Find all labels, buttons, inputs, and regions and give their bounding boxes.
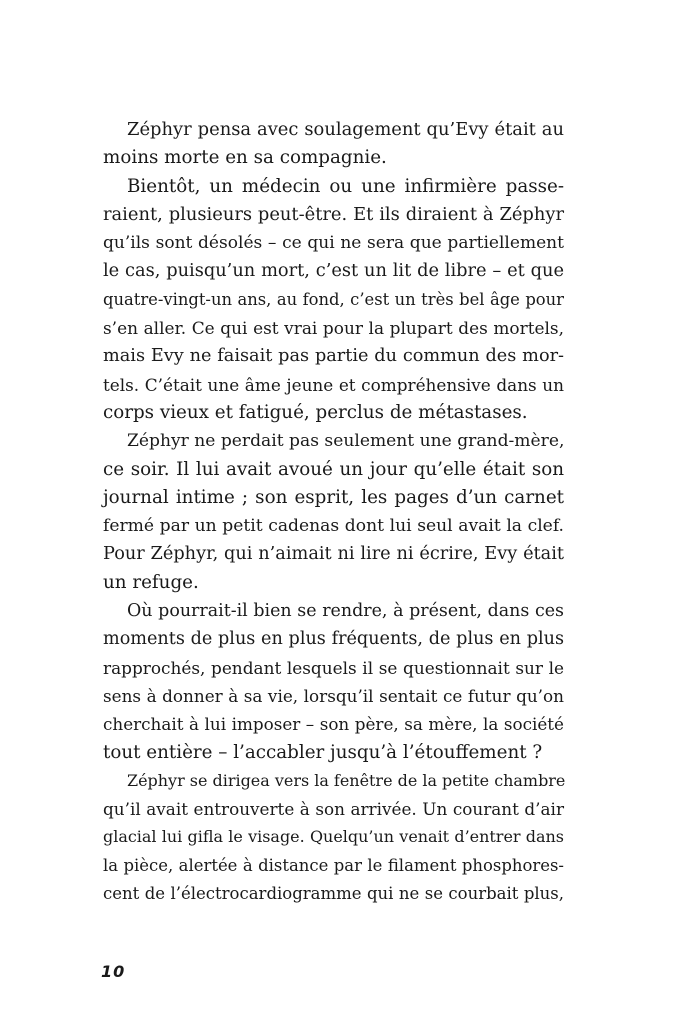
paragraph [103,427,564,597]
text-line: ce soir. Il lui avait avoué un jour qu’elle était son [103,458,564,480]
text-line: journal intime ; son esprit, les pages d’un carnet [103,486,564,508]
text-line: tout entière – l’accabler jusqu’à l’étouffement ? [103,741,543,763]
text-line: Zéphyr pensa avec soulagement qu’Evy était au [127,119,564,140]
text-line: la pièce, alertée à distance par le filament phosphores- [103,855,564,875]
text-line: cent de l’électrocardiogramme qui ne se courbait plus, [103,884,564,904]
text-line: cherchait à lui imposer – son père, sa mère, la société [103,714,564,735]
text-line: rapprochés, pendant lesquels il se questionnait sur le [103,657,564,678]
page-body [103,116,564,908]
text-line: quatre-vingt-un ans, au fond, c’est un très bel âge pour [103,289,564,309]
text-line: qu’il avait entrouverte à son arrivée. Un courant d’air [103,799,564,820]
paragraph [103,767,564,908]
text-line: moins morte en sa compagnie. [103,147,387,169]
text-line: mais Evy ne faisait pas partie du commun des mor- [103,346,564,367]
text-line: corps vieux et fatigué, perclus de métastases. [103,401,528,423]
text-line: Zéphyr ne perdait pas seulement une grand-mère, [127,431,565,452]
text-line: moments de plus en plus fréquents, de plus en plus [103,629,564,650]
paragraph [103,597,564,767]
text-line: glacial lui gifla le visage. Quelqu’un venait d’entrer dans [103,827,564,847]
text-line: Zéphyr se dirigea vers la fenêtre de la petite chambre [127,770,566,790]
text-line: sens à donner à sa vie, lorsqu’il sentait ce futur qu’on [103,685,564,706]
text-line: un refuge. [103,571,199,593]
page-number: 10 [101,962,126,981]
text-line: Où pourrait-il bien se rendre, à présent, dans ces [127,601,564,622]
text-line: qu’ils sont désolés – ce qui ne sera que partiellement [103,233,564,254]
text-line: Bientôt, un médecin ou une infirmière passe- [127,175,564,197]
text-line: fermé par un petit cadenas dont lui seul avait la clef. [103,516,564,537]
text-line: Pour Zéphyr, qui n’aimait ni lire ni écrire, Evy était [103,544,564,565]
paragraph [103,173,564,428]
text-line: s’en aller. Ce qui est vrai pour la plupart des mortels, [103,318,564,339]
text-line: le cas, puisqu’un mort, c’est un lit de libre – et que [103,260,564,282]
text-line: raient, plusieurs peut-être. Et ils diraient à Zéphyr [103,203,564,225]
text-line: tels. C’était une âme jeune et compréhensive dans un [103,374,564,395]
paragraph [103,116,564,173]
